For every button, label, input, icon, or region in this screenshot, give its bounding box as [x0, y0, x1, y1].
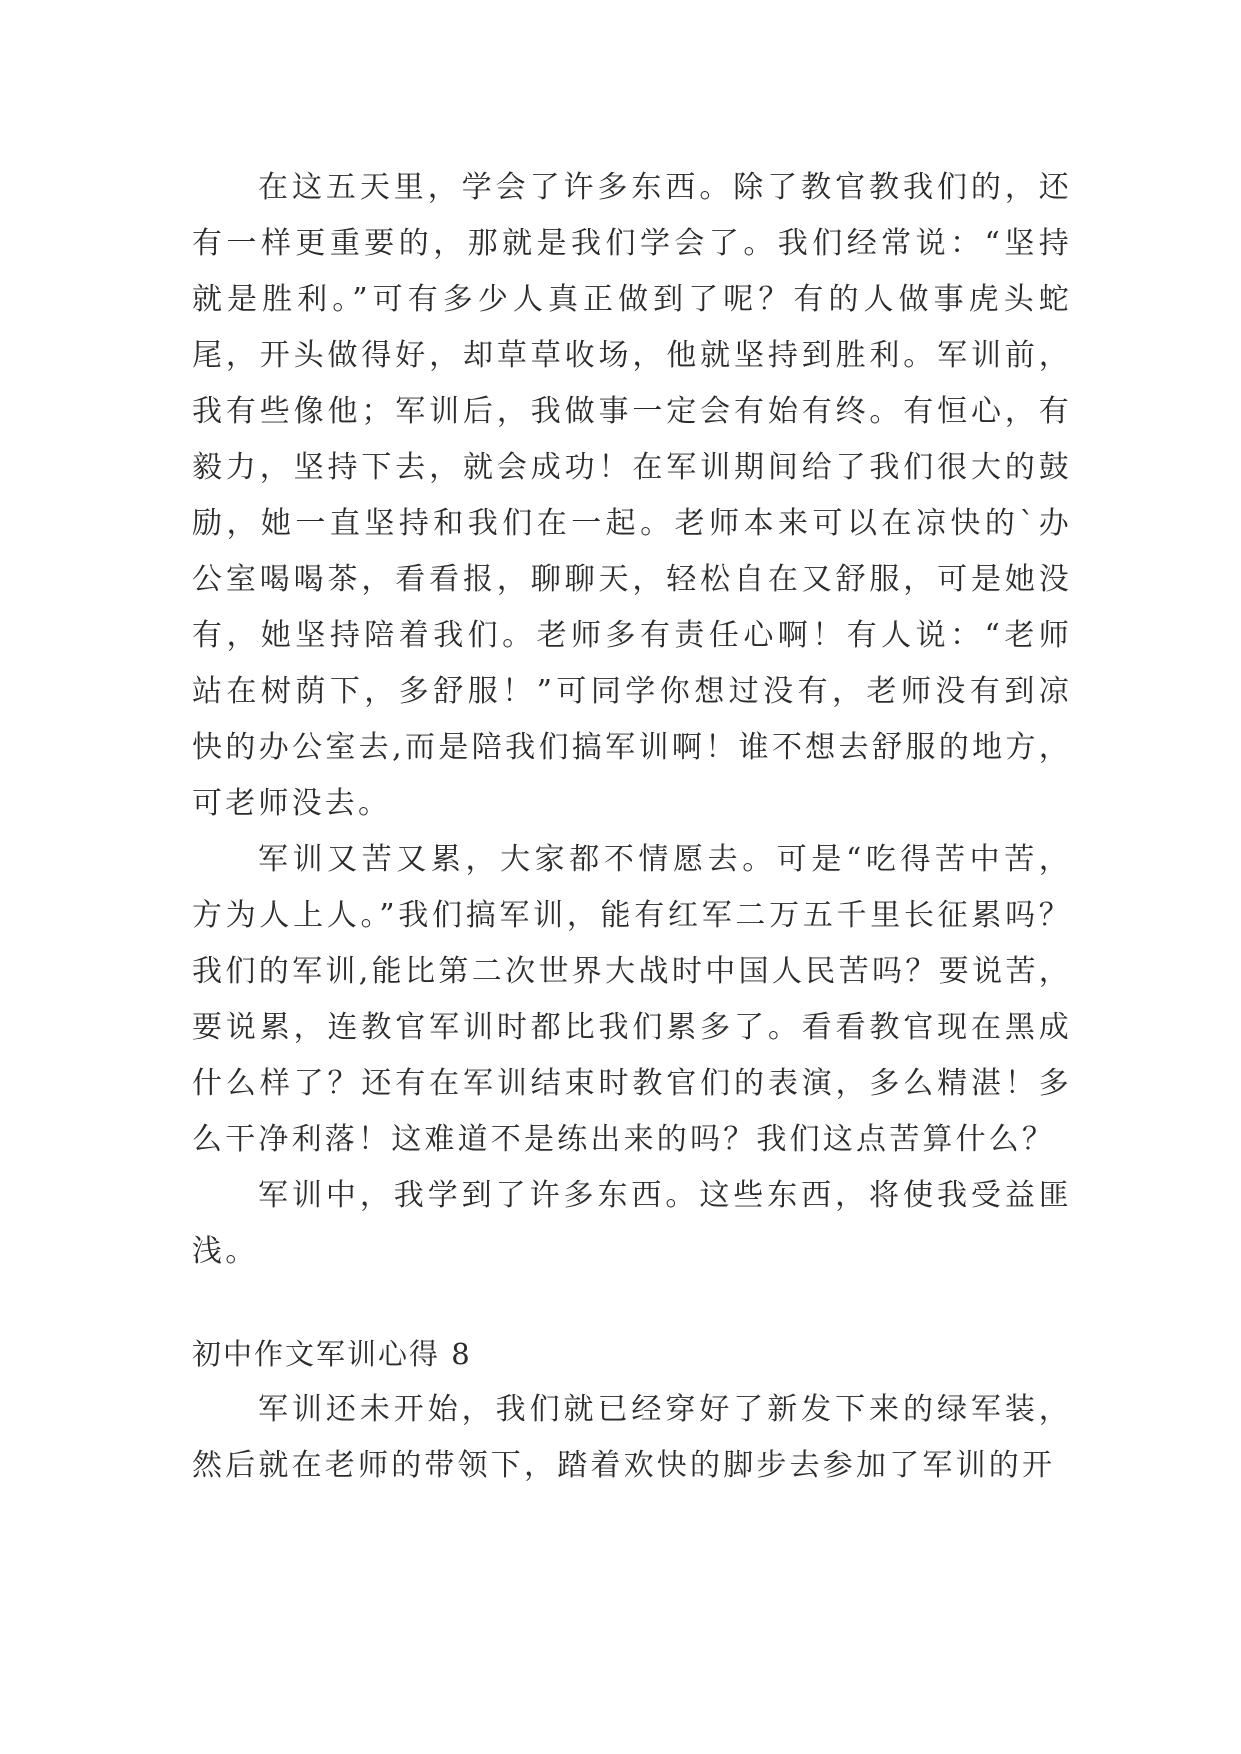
document-body	[192, 160, 1072, 1494]
paragraph-perseverance: 在这五天里，学会了许多东西。除了教官教我们的，还有一样更重要的，那就是我们学会了。我们经常说：“坚持就是胜利。”可有多少人真正做到了呢？有的人做事虎头蛇尾，开头做得好，却草草收场，他就坚持到胜利。军训前，我有些像他；军训后，我做事一定会有始有终。有恒心，有毅力，坚持下去，就会成功！在军训期间给了我们很大的鼓励，她一直坚持和我们在一起。老师本来可以在凉快的`办公室喝喝茶，看看报，聊聊天，轻松自在又舒服，可是她没有，她坚持陪着我们。老师多有责任心啊！有人说：“老师站在树荫下，多舒服！”可同学你想过没有，老师没有到凉快的办公室去,而是陪我们搞军训啊！谁不想去舒服的地方，可老师没去。	[192, 170, 1072, 821]
paragraph-conclusion: 军训中，我学到了许多东西。这些东西，将使我受益匪浅。	[192, 1178, 1072, 1269]
paragraph-hardship: 军训又苦又累，大家都不情愿去。可是“吃得苦中苦，方为人上人。”我们搞军训，能有红军二万五千里长征累吗？我们的军训,能比第二次世界大战时中国人民苦吗？要说苦，要说累，连教官军训时都比我们累多了。看看教官现在黑成什么样了？还有在军训结束时教官们的表演，多么精湛！多么干净利落！这难道不是练出来的吗？我们这点苦算什么？	[192, 842, 1072, 1157]
section-heading: 初中作文军训心得 8	[192, 1337, 472, 1371]
paragraph-section-intro: 军训还未开始，我们就已经穿好了新发下来的绿军装，然后就在老师的带领下，踏着欢快的脚步去参加了军训的开	[192, 1392, 1072, 1483]
